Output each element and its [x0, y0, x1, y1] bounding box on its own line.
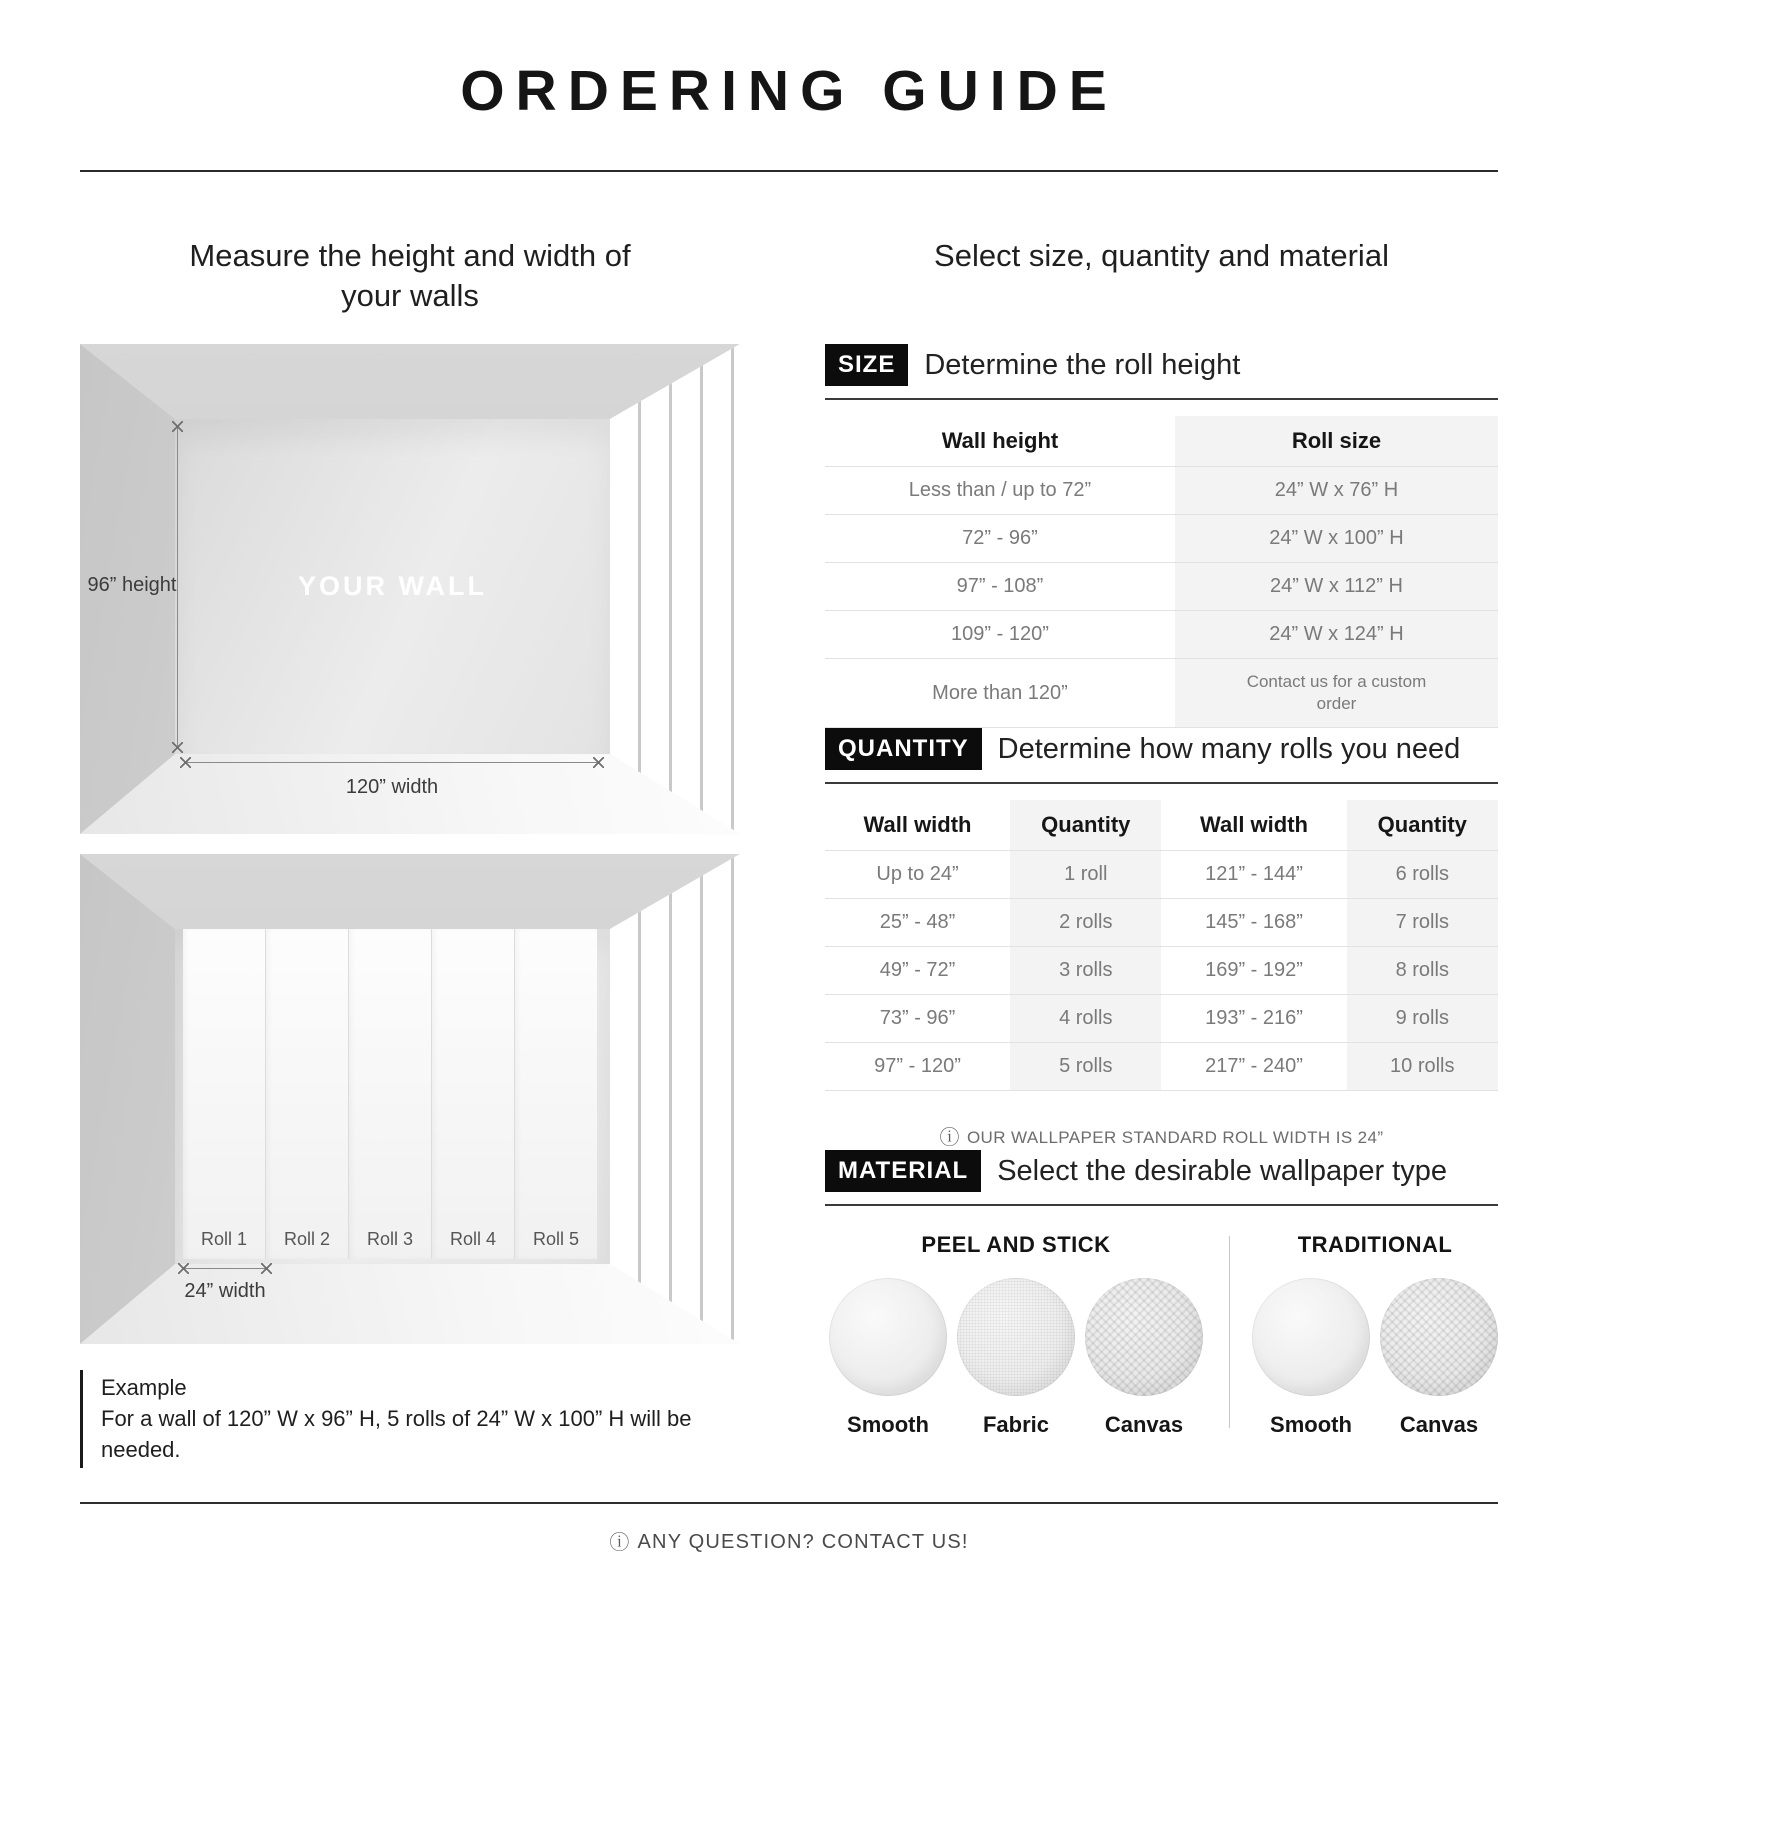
material-header — [825, 1150, 1498, 1206]
table-row: 97” - 120” 5 rolls 217” - 240” 10 rolls — [825, 1043, 1498, 1091]
canvas-texture-icon — [1380, 1278, 1498, 1396]
roll-label: Roll 4 — [449, 1229, 497, 1249]
material-badge: MATERIAL — [825, 1150, 981, 1192]
info-icon: ⓘ — [939, 1127, 960, 1150]
smooth-texture-icon — [829, 1278, 947, 1396]
table-row: 109” - 120” 24” W x 124” H — [825, 611, 1498, 659]
group-divider — [1229, 1236, 1230, 1428]
roll-width-measure-line — [183, 1268, 267, 1269]
swatch-canvas: Canvas — [1380, 1278, 1498, 1438]
size-section — [825, 344, 1498, 728]
measure-heading: Measure the height and width of your walls — [189, 238, 631, 313]
example-note — [80, 1370, 740, 1468]
table-row: 49” - 72” 3 rolls 169” - 192” 8 rolls — [825, 947, 1498, 995]
col-roll-size: Roll size — [1175, 416, 1498, 467]
example-text: For a wall of 120” W x 96” H, 5 rolls of 24” W x 100” H will be needed. — [101, 1405, 692, 1462]
table-header-row: Wall width Quantity Wall width Quantity — [825, 800, 1498, 851]
fabric-texture-icon — [957, 1278, 1075, 1396]
smooth-texture-icon — [1252, 1278, 1370, 1396]
footer-note: ANY QUESTION? CONTACT US! — [637, 1531, 969, 1554]
size-header — [825, 344, 1498, 400]
roll-panel — [432, 929, 515, 1259]
quantity-header — [825, 728, 1498, 784]
your-wall-label: YOUR WALL — [298, 571, 487, 601]
size-badge: SIZE — [825, 344, 908, 386]
footer — [80, 1502, 1498, 1555]
roll-panel — [183, 929, 266, 1259]
select-heading: Select size, quantity and material — [934, 238, 1389, 273]
col-wall-height: Wall height — [941, 428, 1059, 453]
measure-tick — [593, 757, 604, 768]
main-columns — [80, 236, 1498, 1468]
peel-and-stick-label: PEEL AND STICK — [921, 1232, 1111, 1258]
room-illustration-measure — [80, 344, 740, 834]
swatch-smooth: Smooth — [829, 1278, 947, 1438]
size-title: Determine the roll height — [924, 348, 1241, 381]
roll-label: Roll 1 — [200, 1229, 248, 1249]
roll-panel — [349, 929, 432, 1259]
roll-panel — [266, 929, 349, 1259]
table-row: 73” - 96” 4 rolls 193” - 216” 9 rolls — [825, 995, 1498, 1043]
size-table — [825, 416, 1498, 728]
roll-panel — [515, 929, 597, 1259]
quantity-table — [825, 800, 1498, 1091]
table-row: Up to 24” 1 roll 121” - 144” 6 rolls — [825, 851, 1498, 899]
example-title: Example — [101, 1375, 187, 1400]
swatch-canvas: Canvas — [1085, 1278, 1203, 1438]
material-groups — [825, 1232, 1498, 1438]
roll-width-label: 24” width — [184, 1280, 266, 1302]
your-wall — [175, 419, 610, 754]
measure-tick — [172, 421, 183, 432]
table-row: 72” - 96” 24” W x 100” H — [825, 515, 1498, 563]
roll-label: Roll 3 — [366, 1229, 414, 1249]
ordering-guide — [80, 58, 1498, 1555]
measure-tick — [172, 742, 183, 753]
page-title: ORDERING GUIDE — [460, 59, 1118, 123]
peel-and-stick-group — [825, 1232, 1207, 1438]
roll-width-note: ⓘ OUR WALLPAPER STANDARD ROLL WIDTH IS 24” — [939, 1127, 1384, 1150]
quantity-title: Determine how many rolls you need — [997, 732, 1461, 765]
material-section — [825, 1150, 1498, 1438]
measure-tick — [180, 757, 191, 768]
width-measure-line — [185, 762, 599, 763]
roll-label: Roll 5 — [532, 1229, 580, 1249]
quantity-badge: QUANTITY — [825, 728, 982, 770]
swatch-fabric: Fabric — [957, 1278, 1075, 1438]
select-column — [825, 236, 1498, 1468]
room-illustration-rolls — [80, 854, 740, 1344]
info-icon: ⓘ — [609, 1532, 631, 1555]
material-title: Select the desirable wallpaper type — [997, 1154, 1447, 1187]
table-row: More than 120” Contact us for a custom order — [825, 659, 1498, 728]
title-divider — [80, 170, 1498, 172]
swatch-smooth: Smooth — [1252, 1278, 1370, 1438]
traditional-label: TRADITIONAL — [1297, 1232, 1453, 1258]
height-label: 96” height — [87, 574, 177, 596]
table-row: Less than / up to 72” 24” W x 76” H — [825, 467, 1498, 515]
table-row: 97” - 108” 24” W x 112” H — [825, 563, 1498, 611]
table-row: 25” - 48” 2 rolls 145” - 168” 7 rolls — [825, 899, 1498, 947]
roll-panels — [183, 929, 597, 1259]
measure-tick — [178, 1263, 189, 1274]
measure-column — [80, 236, 740, 1468]
quantity-section — [825, 728, 1498, 1150]
traditional-group — [1252, 1232, 1498, 1438]
table-header-row — [825, 416, 1498, 467]
measure-tick — [261, 1263, 272, 1274]
roll-label: Roll 2 — [283, 1229, 331, 1249]
width-label: 120” width — [345, 776, 439, 798]
canvas-texture-icon — [1085, 1278, 1203, 1396]
